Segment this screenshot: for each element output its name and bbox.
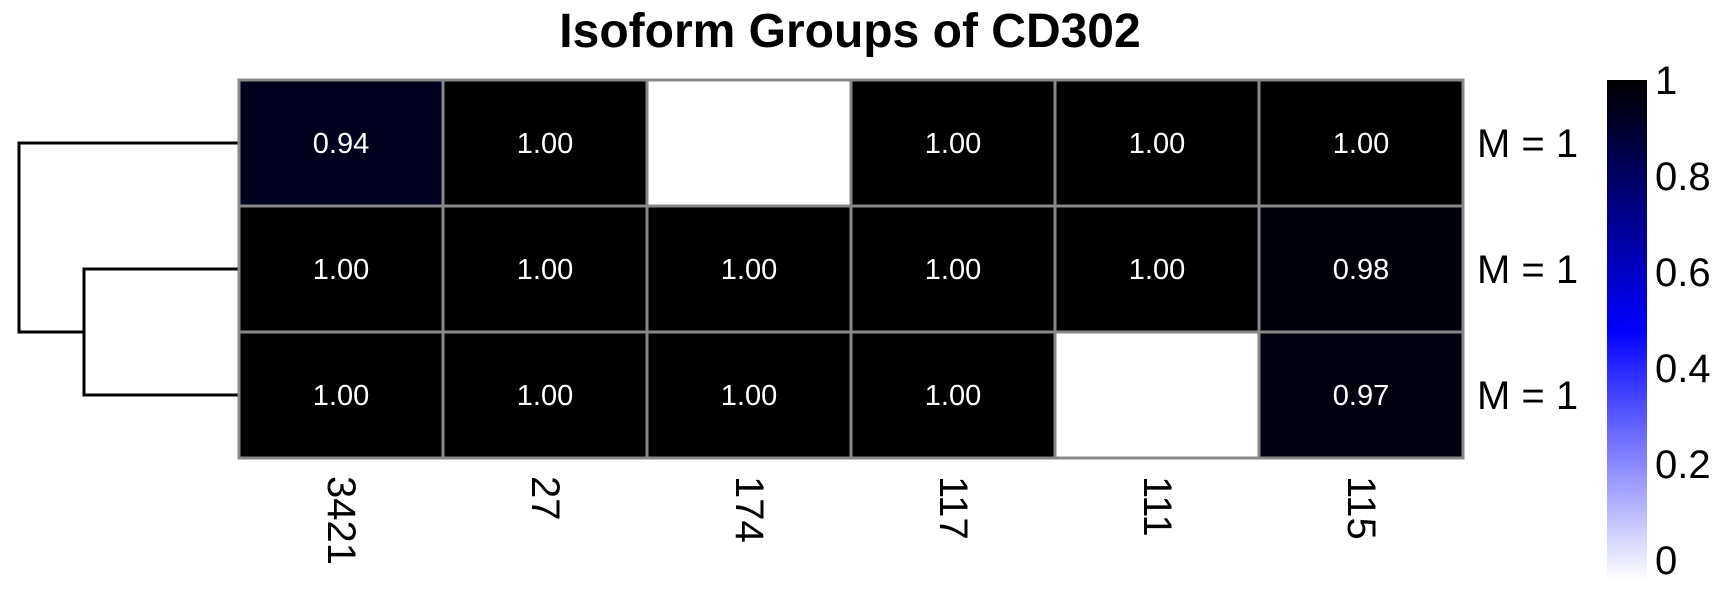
cell-value-label: 0.94 [312, 128, 370, 160]
column-label: 117 [931, 476, 975, 540]
dendrogram-branch-root [19, 143, 238, 332]
row-label: M = 1 [1477, 122, 1579, 166]
row-labels [1477, 122, 1578, 418]
row-label: M = 1 [1477, 248, 1579, 292]
chart-title: Isoform Groups of CD302 [559, 5, 1141, 58]
cell-value-label: 1.00 [1128, 254, 1186, 286]
cell-value-label: 1.00 [924, 380, 982, 412]
cell-value-label: 1.00 [516, 254, 574, 286]
cell-value-label: 0.98 [1332, 254, 1390, 286]
column-label: 174 [727, 476, 771, 543]
colorbar-tick-label: 0 [1655, 539, 1678, 583]
cell-value-label: 1.00 [720, 380, 778, 412]
cell-value-label: 1.00 [924, 128, 982, 160]
heatmap-cell [647, 80, 851, 206]
dendrogram-branch-rows-2-3 [84, 269, 238, 395]
heatmap-cell [1055, 332, 1259, 458]
colorbar-tick-label: 0.8 [1655, 155, 1711, 199]
dendrogram [19, 143, 238, 395]
colorbar-tick-label: 0.6 [1655, 251, 1711, 295]
cell-value-label: 1.00 [516, 380, 574, 412]
cell-value-label: 1.00 [720, 254, 778, 286]
cell-value-label: 1.00 [924, 254, 982, 286]
cell-value-label: 1.00 [1332, 128, 1390, 160]
colorbar-tick-label: 1 [1655, 59, 1678, 103]
cell-value-label: 1.00 [516, 128, 574, 160]
colorbar-gradient [1607, 80, 1647, 580]
colorbar-tick-label: 0.4 [1655, 347, 1711, 391]
cell-value-label: 0.97 [1332, 380, 1390, 412]
cell-value-label: 1.00 [312, 380, 370, 412]
colorbar-tick-label: 0.2 [1655, 443, 1711, 487]
column-label: 3421 [319, 476, 363, 565]
cell-value-label: 1.00 [1128, 128, 1186, 160]
row-label: M = 1 [1477, 374, 1579, 418]
colorbar [1607, 59, 1711, 583]
column-label: 111 [1135, 476, 1179, 537]
column-labels [319, 476, 1383, 565]
heatmap-cells [239, 80, 1463, 458]
column-label: 115 [1339, 476, 1383, 540]
cell-value-label: 1.00 [312, 254, 370, 286]
column-label: 27 [523, 476, 567, 521]
